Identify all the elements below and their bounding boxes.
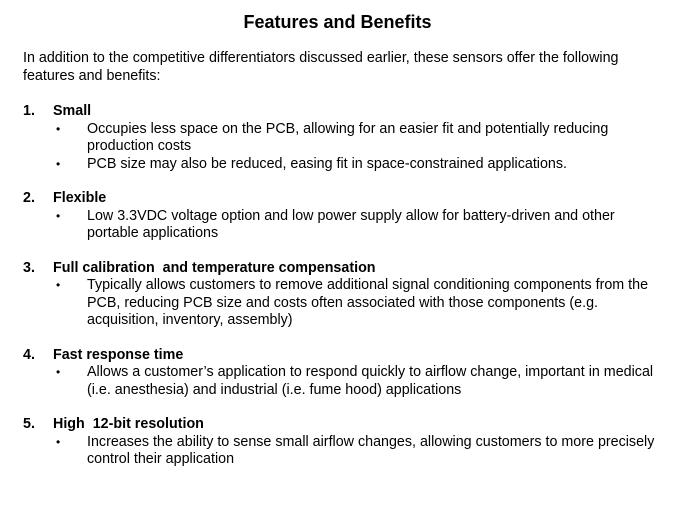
feature-bullets [23,208,663,243]
bullet-item [23,156,663,174]
bullet-icon: • [56,208,61,223]
feature-bullets [23,364,663,399]
feature-title: High 12-bit resolution [53,416,204,432]
feature-item [23,260,663,330]
feature-number: 2. [23,190,35,206]
bullet-text: Occupies less space on the PCB, allowing for an easier fit and potentially reducing production costs [87,120,609,154]
feature-heading [23,103,663,121]
feature-heading [23,190,663,208]
bullet-item [23,121,663,156]
feature-number: 1. [23,103,35,119]
feature-heading [23,416,663,434]
bullet-item [23,208,663,243]
feature-title: Flexible [53,190,107,206]
feature-bullets [23,121,663,174]
bullet-icon: • [56,156,61,171]
feature-title: Fast response time [53,346,184,363]
bullet-icon: • [56,278,61,292]
bullet-item [23,434,663,469]
feature-item [23,347,663,400]
intro-paragraph: In addition to the competitive differentiators discussed earlier, these sensors offer the following features and benefits: [23,50,619,84]
feature-number: 5. [23,416,35,432]
bullet-text: Low 3.3VDC voltage option and low power supply allow for battery-driven and other portable applications [87,207,615,241]
feature-item [23,103,663,173]
bullet-item [23,364,663,399]
bullet-text: Typically allows customers to remove additional signal conditioning components from the PCB, reducing PCB size and costs often associated with those components (e.g. acquisition, inventory, assembly) [87,277,649,328]
feature-bullets [23,277,663,330]
page-title: Features and Benefits [243,12,432,32]
bullet-icon: • [56,365,61,379]
bullet-text: Increases the ability to sense small airflow changes, allowing customers to more precisely control their application [87,433,655,467]
bullet-text: PCB size may also be reduced, easing fit in space-constrained applications. [87,155,567,172]
feature-bullets [23,434,663,469]
feature-title: Full calibration and temperature compensation [53,259,376,276]
feature-title: Small [53,103,92,119]
bullet-icon: • [56,121,61,136]
feature-item [23,190,663,243]
feature-number: 3. [23,259,35,276]
features-list [23,103,663,486]
feature-heading [23,347,663,365]
feature-heading [23,260,663,278]
feature-item [23,416,663,469]
bullet-text: Allows a customer’s application to respond quickly to airflow change, important in medical (i.e. anesthesia) and industrial (i.e. fume hood) applications [87,364,654,398]
bullet-item [23,277,663,330]
feature-number: 4. [23,346,35,363]
bullet-icon: • [56,434,61,449]
